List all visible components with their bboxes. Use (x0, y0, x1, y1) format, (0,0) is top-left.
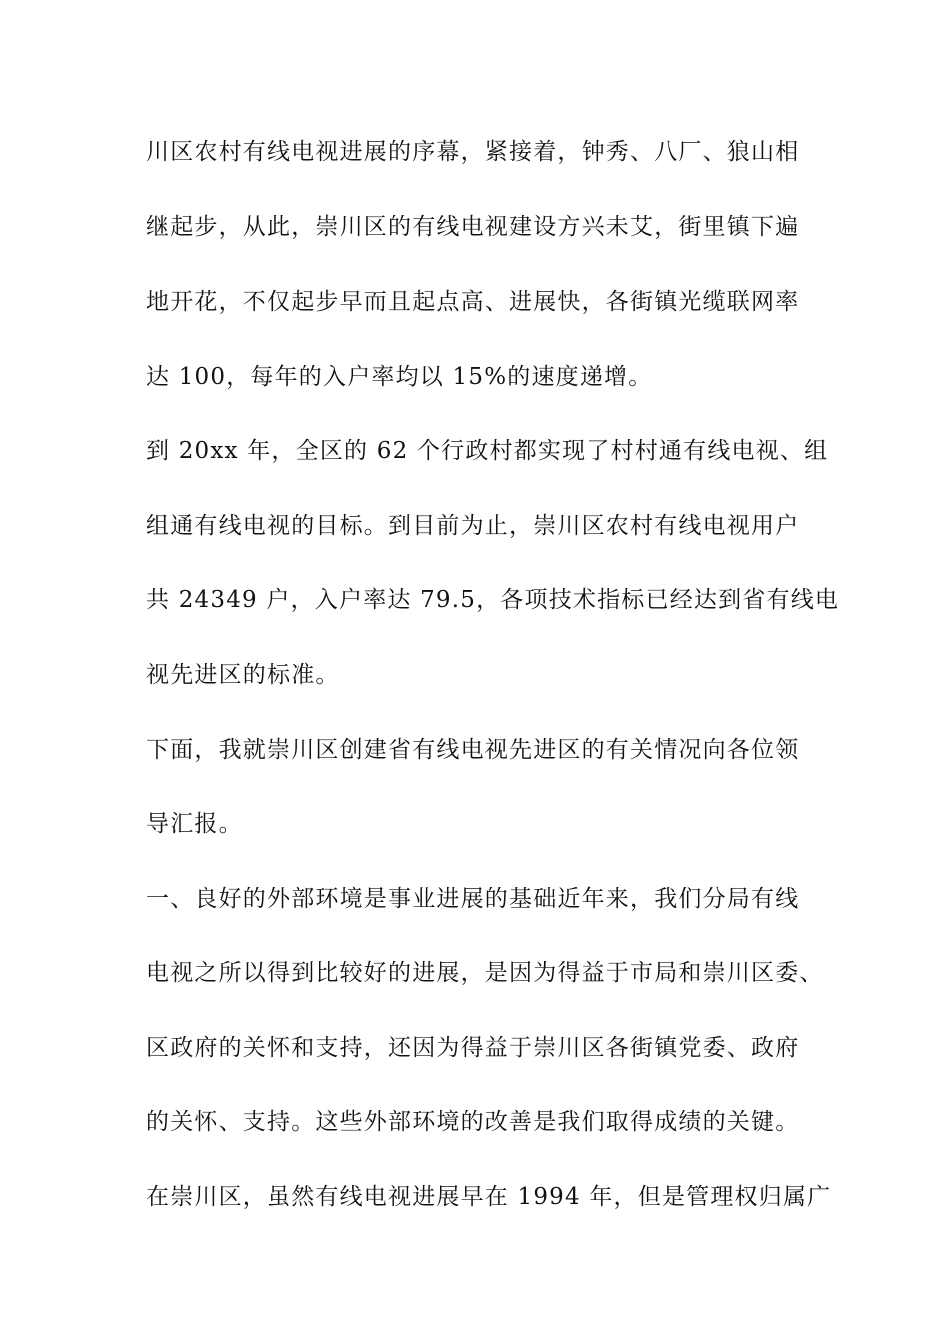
text-line: 电视之所以得到比较好的进展，是因为得益于市局和崇川区委、 (146, 960, 824, 986)
text-line: 地开花，不仅起步早而且起点高、进展快，各街镇光缆联网率 (146, 289, 800, 315)
text-line: 区政府的关怀和支持，还因为得益于崇川区各街镇党委、政府 (146, 1035, 800, 1061)
text-line: 下面，我就崇川区创建省有线电视先进区的有关情况向各位领 (146, 737, 800, 763)
text-line: 共 24349 户，入户率达 79.5，各项技术指标已经达到省有线电 (146, 587, 840, 613)
text-line: 一、良好的外部环境是事业进展的基础近年来，我们分局有线 (146, 886, 800, 912)
text-line: 的关怀、支持。这些外部环境的改善是我们取得成绩的关键。 (146, 1109, 800, 1135)
text-line: 川区农村有线电视进展的序幕，紧接着，钟秀、八厂、狼山相 (146, 139, 800, 165)
text-line: 视先进区的标准。 (146, 662, 340, 688)
text-line: 到 20xx 年，全区的 62 个行政村都实现了村村通有线电视、组 (146, 438, 829, 464)
text-line: 达 100，每年的入户率均以 15%的速度递增。 (146, 364, 653, 390)
text-line: 继起步，从此，崇川区的有线电视建设方兴未艾，街里镇下遍 (146, 214, 800, 240)
text-line: 导汇报。 (146, 811, 243, 837)
text-line: 在崇川区，虽然有线电视进展早在 1994 年，但是管理权归属广 (146, 1184, 832, 1210)
text-line: 组通有线电视的目标。到目前为止，崇川区农村有线电视用户 (146, 513, 800, 539)
